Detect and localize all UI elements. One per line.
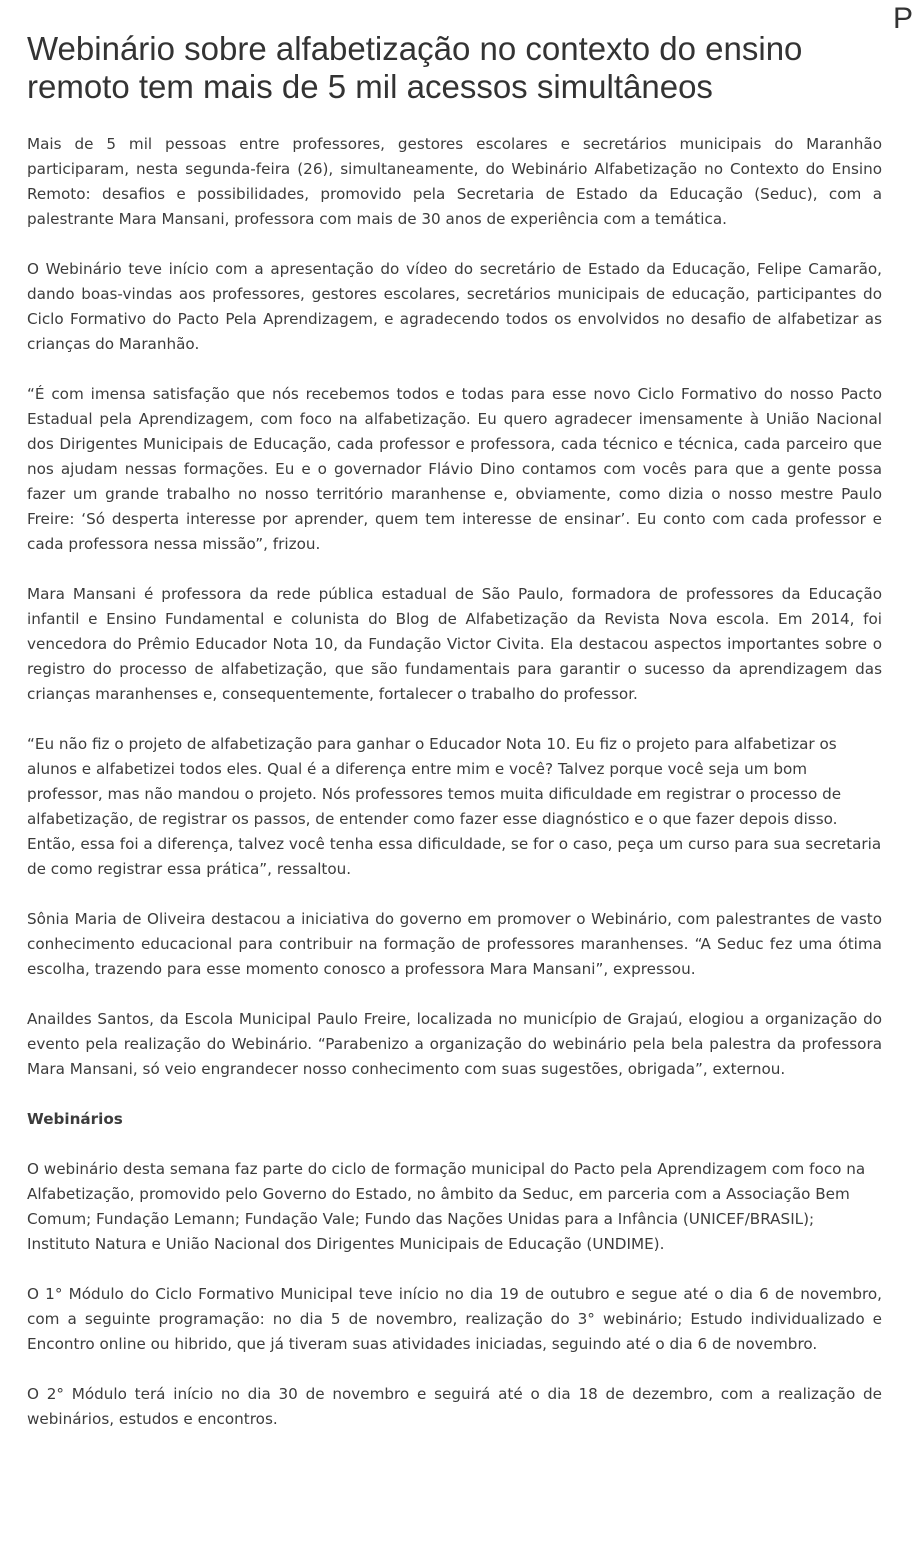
paragraph: O Webinário teve início com a apresentação do vídeo do secretário de Estado da Educação, Felipe Camarão, dando boas-vindas aos professores, gestores escolares, secretários municipais de educação, participantes do Ciclo Formativo do Pacto Pela Aprendizagem, e agradecendo todos os envolvidos no desafio de alfabetizar as crianças do Maranhão. (27, 260, 882, 353)
paragraph: Sônia Maria de Oliveira destacou a iniciativa do governo em promover o Webinário, com palestrantes de vasto conhecimento educacional para contribuir na formação de professores maranhenses. “A Seduc fez uma ótima escolha, trazendo para esse momento conosco a professora Mara Mansani”, expressou. (27, 910, 882, 978)
clipped-sidebar-letter: P (893, 2, 913, 35)
section-subheading: Webinários (27, 1110, 123, 1128)
article-body (27, 132, 882, 1432)
paragraph: O webinário desta semana faz parte do ciclo de formação municipal do Pacto pela Aprendizagem com foco na Alfabetização, promovido pelo Governo do Estado, no âmbito da Seduc, em parceria com a Associação Bem Comum; Fundação Lemann; Fundação Vale; Fundo das Nações Unidas para a Infância (UNICEF/BRASIL); Instituto Natura e União Nacional dos Dirigentes Municipais de Educação (UNDIME). (27, 1160, 866, 1253)
paragraph-quote: “É com imensa satisfação que nós recebemos todos e todas para esse novo Ciclo Formativo do nosso Pacto Estadual pela Aprendizagem, com foco na alfabetização. Eu quero agradecer imensamente à União Nacional dos Dirigentes Municipais de Educação, cada professor e professora, cada técnico e técnica, cada parceiro que nos ajudam nessas formações. Eu e o governador Flávio Dino contamos com vocês para que a gente possa fazer um grande trabalho no nosso território maranhense e, obviamente, como dizia o nosso mestre Paulo Freire: ‘Só desperta interesse por aprender, quem tem interesse de ensinar’. Eu conto com cada professor e cada professora nessa missão”, frizou. (27, 385, 882, 553)
paragraph: Anaildes Santos, da Escola Municipal Paulo Freire, localizada no município de Grajaú, elogiou a organização do evento pela realização do Webinário. “Parabenizo a organização do webinário pela bela palestra da professora Mara Mansani, só veio engrandecer nosso conhecimento com suas sugestões, obrigada”, externou. (27, 1010, 882, 1078)
paragraph-quote: “Eu não fiz o projeto de alfabetização para ganhar o Educador Nota 10. Eu fiz o projeto para alfabetizar os alunos e alfabetizei todos eles. Qual é a diferença entre mim e você? Talvez porque você seja um bom professor, mas não mandou o projeto. Nós professores temos muita dificuldade em registrar o processo de alfabetização, de registrar os passos, de entender como fazer esse diagnóstico e o que fazer depois disso. Então, essa foi a diferença, talvez você tenha essa dificuldade, se for o caso, peça um curso para sua secretaria de como registrar essa prática”, ressaltou. (27, 735, 882, 878)
article-title: Webinário sobre alfabetização no contexto do ensino remoto tem mais de 5 mil acessos simultâneos (27, 30, 803, 105)
paragraph: Mara Mansani é professora da rede pública estadual de São Paulo, formadora de professores da Educação infantil e Ensino Fundamental e colunista do Blog de Alfabetização da Revista Nova escola. Em 2014, foi vencedora do Prêmio Educador Nota 10, da Fundação Victor Civita. Ela destacou aspectos importantes sobre o registro do processo de alfabetização, que são fundamentais para garantir o sucesso da aprendizagem das crianças maranhenses e, consequentemente, fortalecer o trabalho do professor. (27, 585, 882, 703)
paragraph: O 1° Módulo do Ciclo Formativo Municipal teve início no dia 19 de outubro e segue até o dia 6 de novembro, com a seguinte programação: no dia 5 de novembro, realização do 3° webinário; Estudo individualizado e Encontro online ou hibrido, que já tiveram suas atividades iniciadas, seguindo até o dia 6 de novembro. (27, 1285, 882, 1353)
article (27, 0, 882, 1457)
paragraph: O 2° Módulo terá início no dia 30 de novembro e seguirá até o dia 18 de dezembro, com a realização de webinários, estudos e encontros. (27, 1385, 882, 1428)
paragraph: Mais de 5 mil pessoas entre professores, gestores escolares e secretários municipais do Maranhão participaram, nesta segunda-feira (26), simultaneamente, do Webinário Alfabetização no Contexto do Ensino Remoto: desafios e possibilidades, promovido pela Secretaria de Estado da Educação (Seduc), com a palestrante Mara Mansani, professora com mais de 30 anos de experiência com a temática. (27, 135, 882, 228)
